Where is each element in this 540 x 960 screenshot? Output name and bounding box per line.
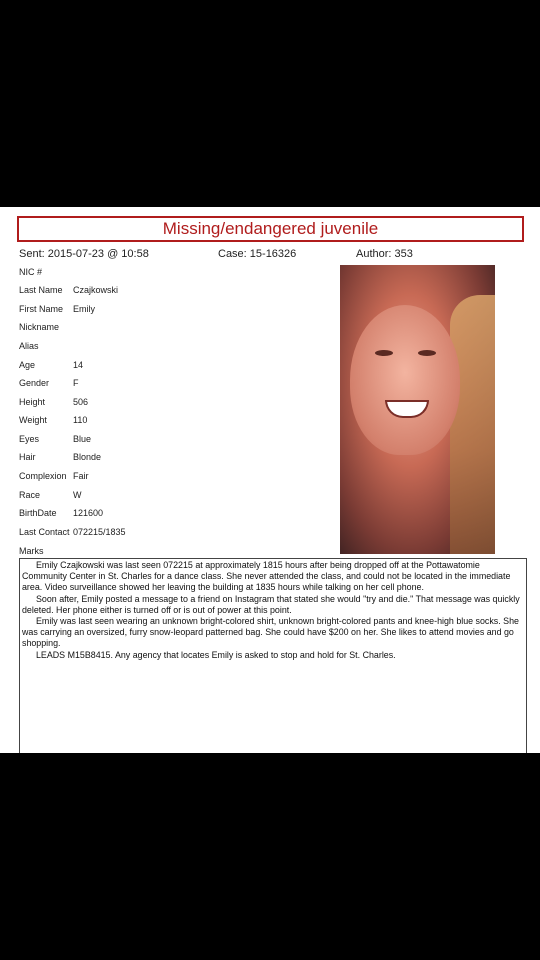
- narrative-paragraph: LEADS M15B8415. Any agency that locates Emily is asked to stop and hold for St. Charles.: [36, 649, 396, 660]
- field-birthdate: BirthDate 121600: [19, 508, 104, 518]
- field-first-name: First Name Emily: [19, 304, 95, 314]
- author-id: Author: 353: [356, 248, 413, 260]
- field-gender: Gender F: [19, 378, 79, 388]
- case-number: Case: 15-16326: [218, 248, 297, 260]
- bulletin-title: Missing/endangered juvenile: [17, 216, 524, 242]
- field-last-name: Last Name Czajkowski: [19, 285, 119, 295]
- field-eyes: Eyes Blue: [19, 434, 92, 444]
- narrative-paragraph: Emily Czajkowski was last seen 072215 at approximately 1815 hours after being dropped off at the Pottawatomie Community Center in St. Charles for a dance class. She never attended the class, and could not be located in the immediate area. Video surveillance showed her leaving the building at 1835 hours while talking on her cell phone.: [22, 560, 511, 593]
- narrative-paragraph: Emily was last seen wearing an unknown bright-colored shirt, unknown bright-colored pants and knee-high blue socks. She was carrying an oversized, furry snow-leopard patterned bag. She could have $200 on her. She likes to attend movies and go shopping.: [22, 616, 519, 649]
- field-last-contact: Last Contact 072215/1835: [19, 527, 126, 537]
- field-alias: Alias: [19, 341, 39, 351]
- field-marks: Marks: [19, 546, 44, 556]
- subject-photo: [340, 265, 495, 554]
- field-race: Race W: [19, 490, 82, 500]
- bulletin-sheet: [0, 207, 540, 753]
- field-nic: NIC #: [19, 267, 43, 277]
- narrative-box: [19, 558, 527, 753]
- sent-timestamp: Sent: 2015-07-23 @ 10:58: [19, 248, 149, 260]
- field-height: Height 506: [19, 397, 89, 407]
- field-age: Age 14: [19, 360, 84, 370]
- field-weight: Weight 110: [19, 415, 88, 425]
- narrative-paragraph: Soon after, Emily posted a message to a friend on Instagram that stated she would "try and die." That message was quickly deleted. Her phone either is turned off or is out of power at this point.: [22, 593, 520, 615]
- field-hair: Hair Blonde: [19, 452, 102, 462]
- field-nickname: Nickname: [19, 322, 60, 332]
- field-complexion: Complexion Fair: [19, 471, 89, 481]
